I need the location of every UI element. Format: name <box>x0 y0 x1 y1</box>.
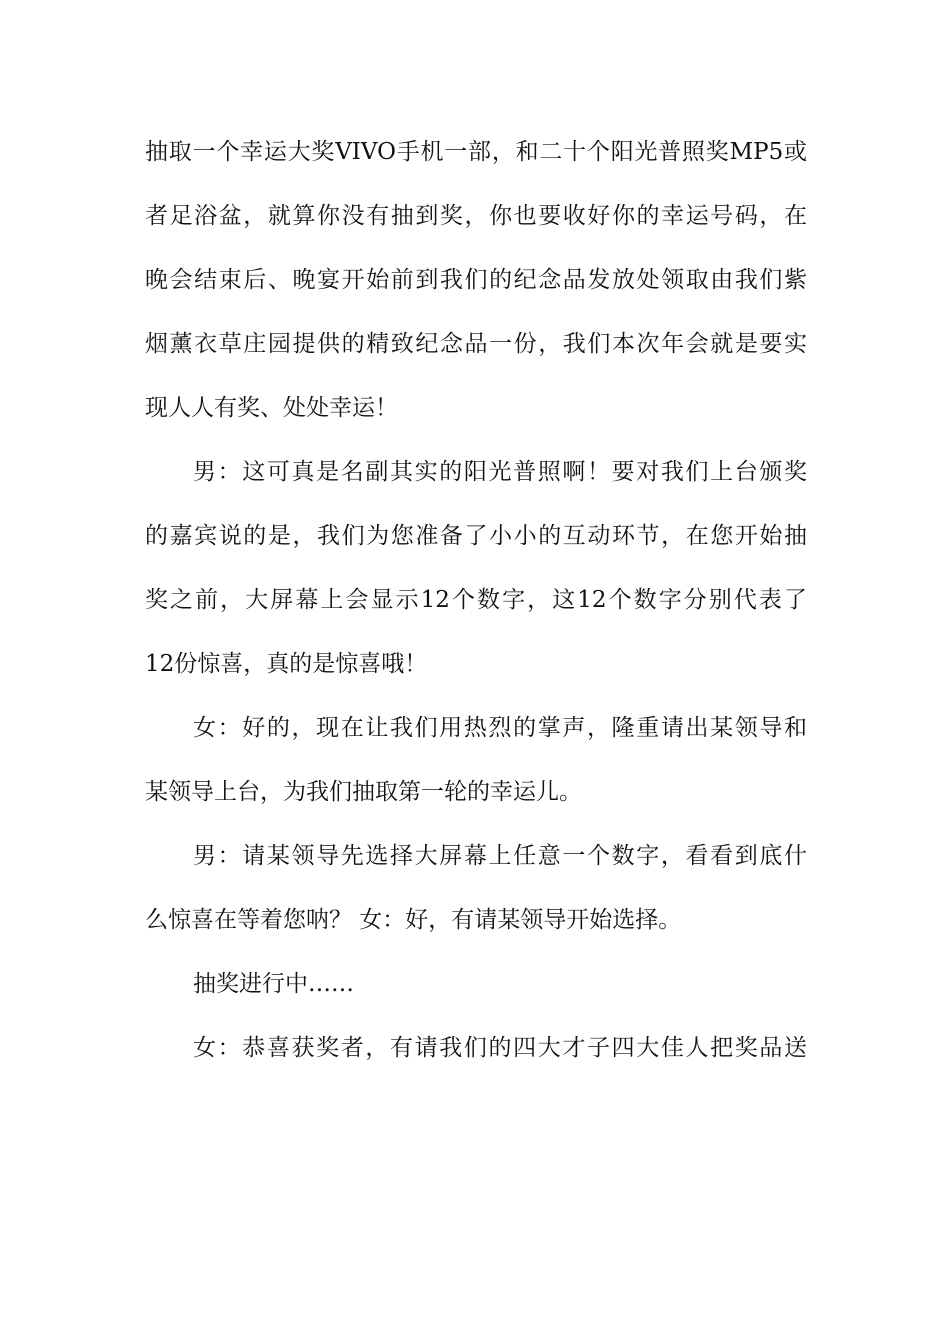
text-line: 者足浴盆，就算你没有抽到奖，你也要收好你的幸运号码，在 <box>145 203 807 229</box>
text-line: 的嘉宾说的是，我们为您准备了小小的互动环节，在您开始抽 <box>145 523 807 549</box>
text-line: 烟薰衣草庄园提供的精致纪念品一份，我们本次年会就是要实 <box>145 331 807 357</box>
text-line: 抽取一个幸运大奖VIVO手机一部，和二十个阳光普照奖MP5或 <box>145 139 807 165</box>
text-line: 抽奖进行中…… <box>193 971 354 997</box>
text-line: 女：恭喜获奖者，有请我们的四大才子四大佳人把奖品送 <box>193 1035 807 1061</box>
text-line: 男：这可真是名副其实的阳光普照啊！要对我们上台颁奖 <box>193 459 807 485</box>
text-line: 奖之前，大屏幕上会显示12个数字，这12个数字分别代表了 <box>145 587 807 613</box>
text-line: 某领导上台，为我们抽取第一轮的幸运儿。 <box>145 779 582 805</box>
text-line: 男：请某领导先选择大屏幕上任意一个数字，看看到底什 <box>193 843 807 869</box>
text-line: 现人人有奖、处处幸运！ <box>145 395 398 421</box>
document-body <box>145 120 807 1080</box>
text-line: 12份惊喜，真的是惊喜哦！ <box>145 651 428 677</box>
text-line: 女：好的，现在让我们用热烈的掌声，隆重请出某领导和 <box>193 715 807 741</box>
text-line: 晚会结束后、晚宴开始前到我们的纪念品发放处领取由我们紫 <box>145 267 807 293</box>
text-line: 么惊喜在等着您呐？ 女：好，有请某领导开始选择。 <box>145 907 682 933</box>
